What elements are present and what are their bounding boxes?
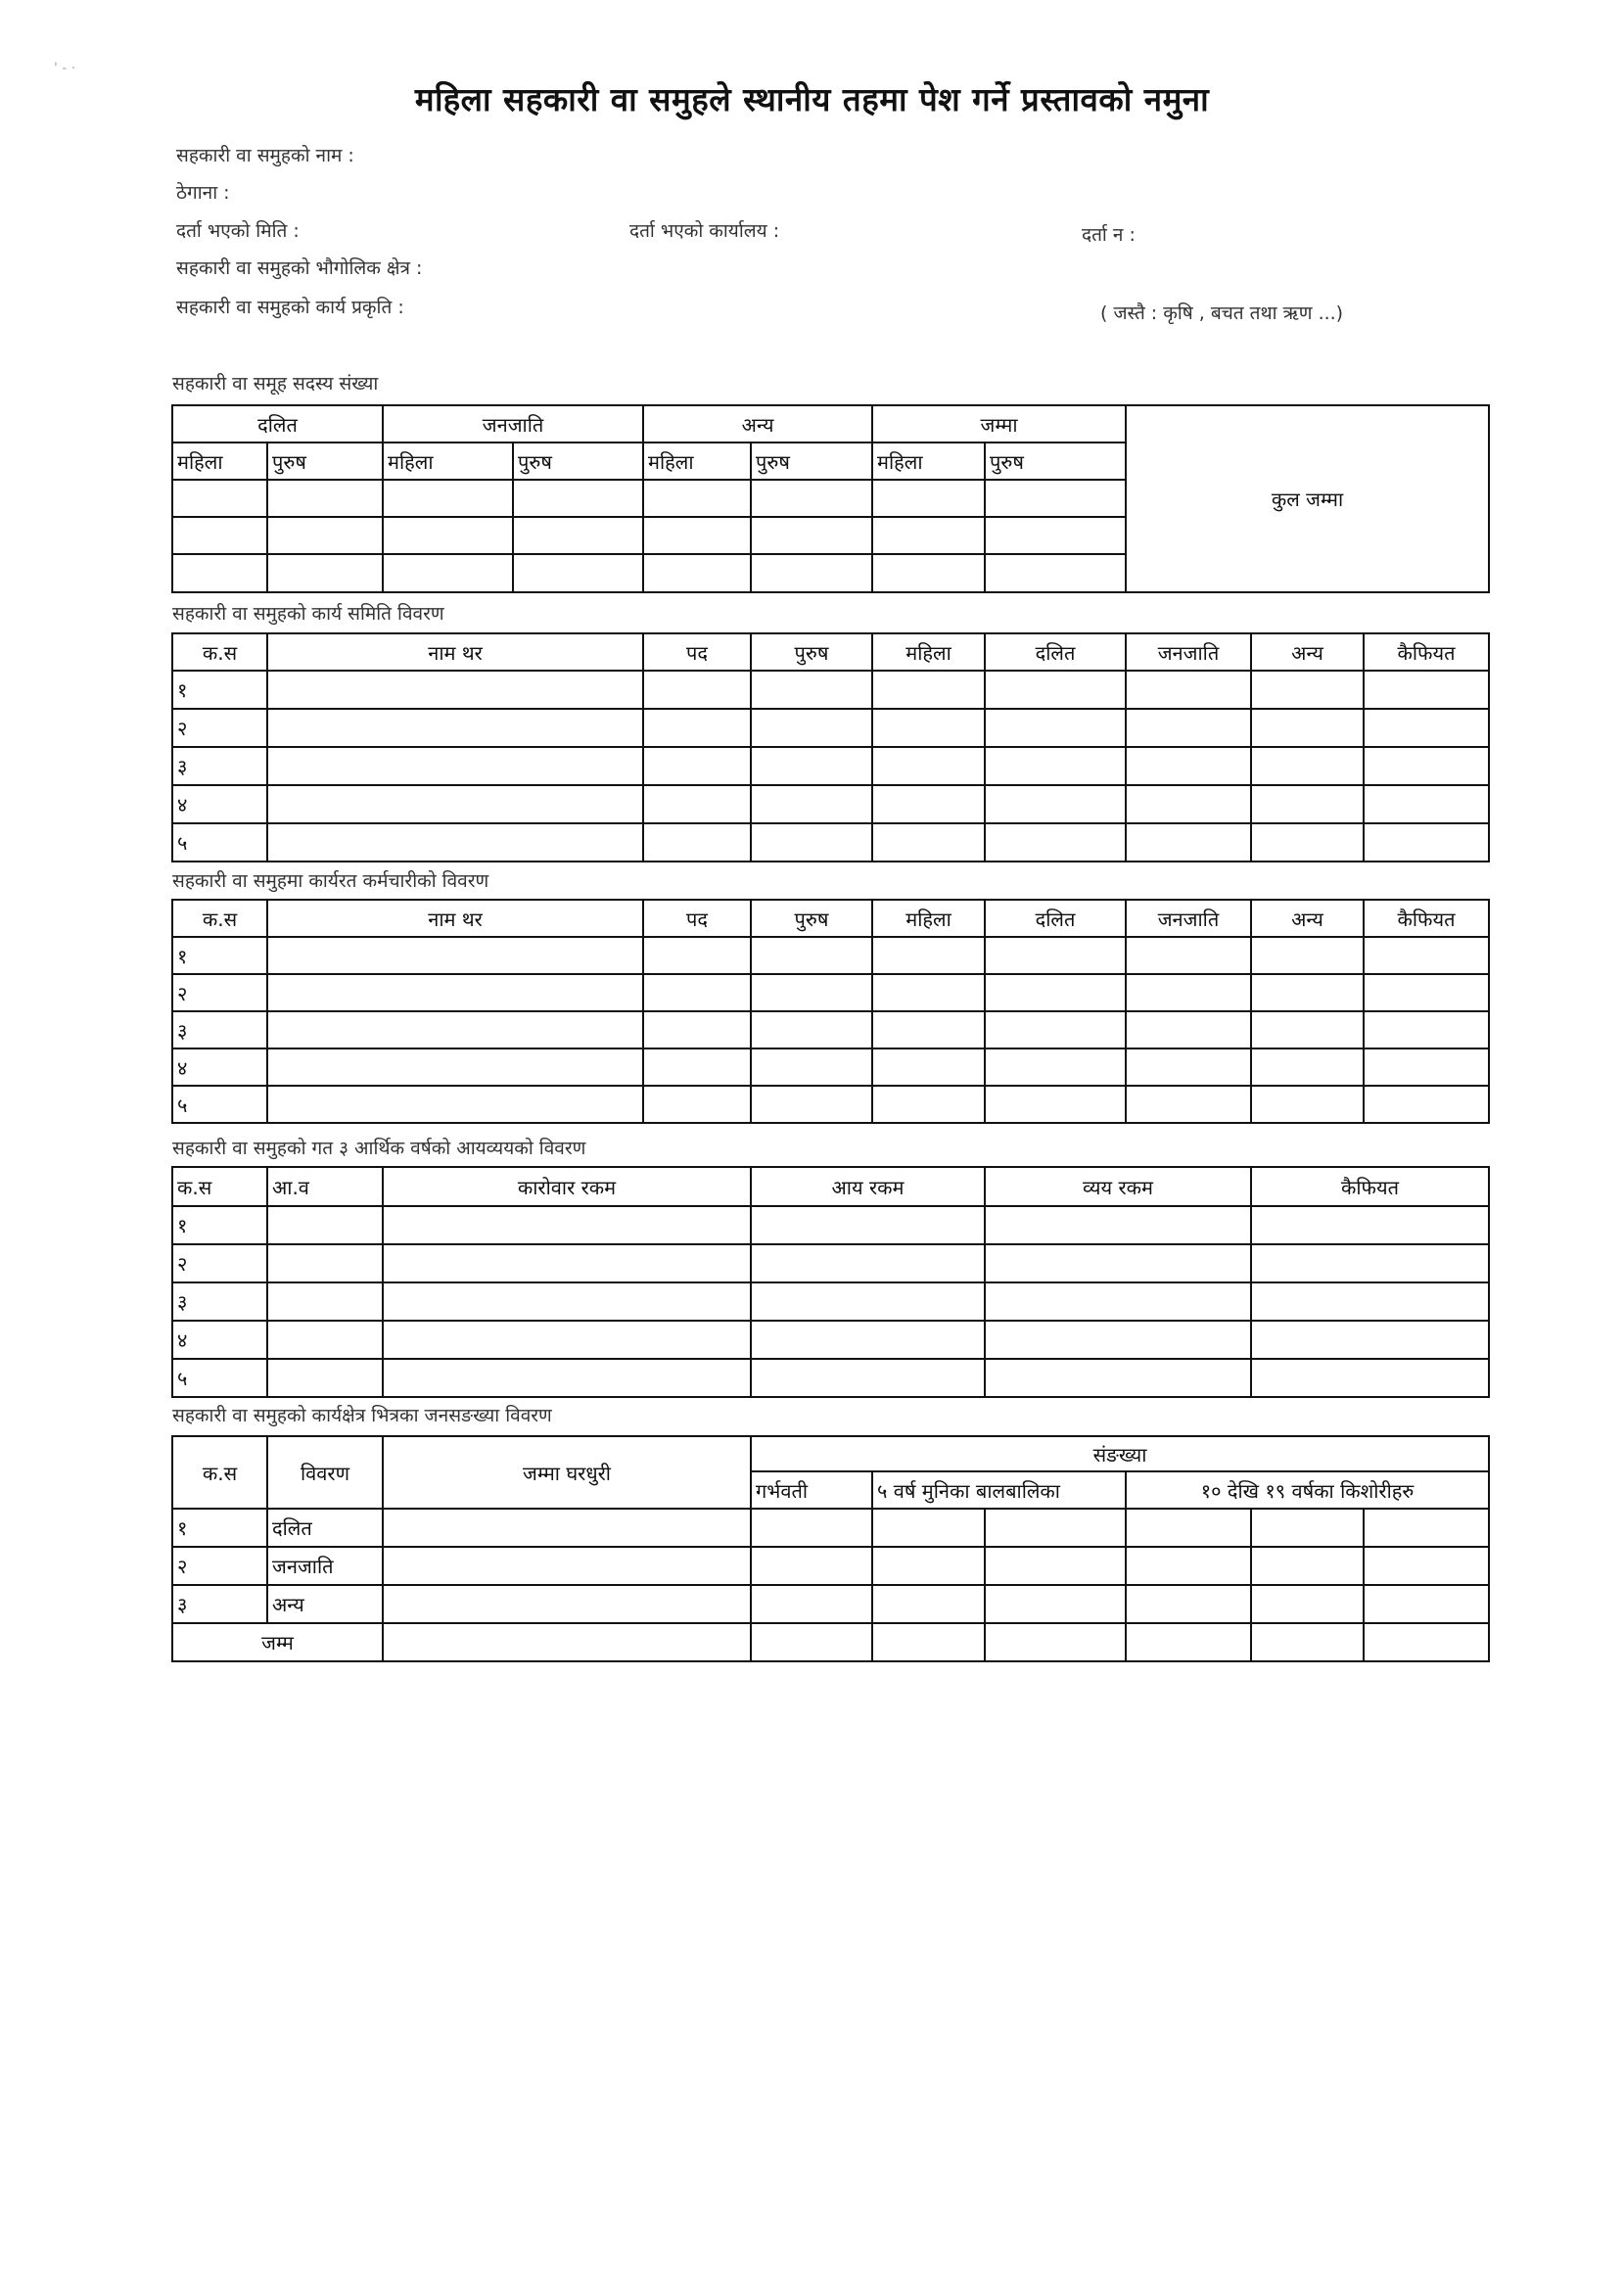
members-female-header: महिला — [872, 443, 985, 480]
members-cell[interactable] — [643, 554, 751, 592]
committee-cell[interactable] — [985, 823, 1126, 862]
finance-cell[interactable] — [1251, 1282, 1489, 1321]
members-cell[interactable] — [643, 517, 751, 554]
population-header-households: जम्मा घरधुरी — [383, 1436, 751, 1509]
staff-cell[interactable] — [985, 974, 1126, 1011]
finance-cell[interactable] — [267, 1321, 383, 1359]
staff-section-label: सहकारी वा समुहमा कार्यरत कर्मचारीको विवरण — [172, 870, 489, 892]
committee-section-label: सहकारी वा समुहको कार्य समिति विवरण — [172, 603, 444, 625]
committee-header-position: पद — [643, 633, 751, 671]
finance-cell[interactable] — [985, 1206, 1251, 1244]
finance-cell[interactable] — [267, 1282, 383, 1321]
staff-cell[interactable] — [872, 1086, 985, 1123]
staff-cell[interactable] — [985, 1011, 1126, 1048]
members-table — [171, 404, 1490, 593]
label-reg-no: दर्ता न : — [1082, 224, 1136, 246]
finance-table — [171, 1166, 1490, 1398]
finance-cell[interactable] — [751, 1282, 985, 1321]
finance-cell[interactable] — [751, 1321, 985, 1359]
population-cell[interactable] — [1126, 1623, 1251, 1661]
staff-cell[interactable] — [1126, 937, 1251, 974]
committee-header-name: नाम थर — [267, 633, 643, 671]
members-male-header: पुरुष — [751, 443, 872, 480]
population-cell[interactable] — [1126, 1547, 1251, 1585]
population-header-under5: ५ वर्ष मुनिका बालबालिका — [872, 1471, 1126, 1509]
members-cell[interactable] — [985, 480, 1126, 517]
staff-cell[interactable] — [1251, 1086, 1364, 1123]
members-male-header: पुरुष — [985, 443, 1126, 480]
committee-cell[interactable] — [872, 709, 985, 747]
staff-cell[interactable] — [872, 1011, 985, 1048]
staff-cell[interactable] — [872, 1048, 985, 1086]
finance-cell[interactable] — [985, 1244, 1251, 1282]
population-header-sn: क.स — [172, 1436, 267, 1509]
staff-row-number: ५ — [172, 1086, 267, 1123]
staff-header-name: नाम थर — [267, 900, 643, 937]
committee-cell[interactable] — [1126, 823, 1251, 862]
committee-header-janajati: जनजाति — [1126, 633, 1251, 671]
population-header-count: संङख्या — [751, 1436, 1489, 1471]
finance-cell[interactable] — [985, 1359, 1251, 1397]
members-cell[interactable] — [751, 517, 872, 554]
members-cell[interactable] — [985, 554, 1126, 592]
staff-cell[interactable] — [751, 1086, 872, 1123]
finance-cell[interactable] — [985, 1321, 1251, 1359]
staff-cell[interactable] — [751, 974, 872, 1011]
committee-cell[interactable] — [985, 709, 1126, 747]
population-row-description: जनजाति — [267, 1547, 383, 1585]
committee-cell[interactable] — [267, 671, 643, 709]
members-cell[interactable] — [872, 480, 985, 517]
members-group-janajati: जनजाति — [383, 405, 643, 443]
finance-header-fiscal-year: आ.व — [267, 1167, 383, 1206]
finance-cell[interactable] — [383, 1244, 751, 1282]
committee-cell[interactable] — [872, 785, 985, 823]
committee-cell[interactable] — [267, 709, 643, 747]
committee-cell[interactable] — [267, 823, 643, 862]
staff-row-number: ४ — [172, 1048, 267, 1086]
staff-row-number: १ — [172, 937, 267, 974]
committee-header-remarks: कैफियत — [1364, 633, 1489, 671]
staff-cell[interactable] — [267, 974, 643, 1011]
members-section-label: सहकारी वा समूह सदस्य संख्या — [172, 373, 379, 395]
population-header-adolescent: १० देखि १९ वर्षका किशोरीहरु — [1126, 1471, 1489, 1509]
members-male-header: पुरुष — [513, 443, 643, 480]
staff-header-remarks: कैफियत — [1364, 900, 1489, 937]
finance-cell[interactable] — [751, 1359, 985, 1397]
label-address: ठेगाना : — [176, 182, 230, 204]
population-cell[interactable] — [751, 1547, 872, 1585]
page-title: महिला सहकारी वा समुहले स्थानीय तहमा पेश गर्ने प्रस्तावको नमुना — [414, 80, 1210, 118]
finance-cell[interactable] — [383, 1282, 751, 1321]
finance-cell[interactable] — [1251, 1321, 1489, 1359]
finance-row-number: ३ — [172, 1282, 267, 1321]
committee-row-number: ४ — [172, 785, 267, 823]
members-cell[interactable] — [513, 554, 643, 592]
staff-header-position: पद — [643, 900, 751, 937]
staff-cell[interactable] — [1364, 1048, 1489, 1086]
committee-cell[interactable] — [872, 747, 985, 785]
population-cell[interactable] — [1364, 1509, 1489, 1547]
members-group-dalit: दलित — [172, 405, 383, 443]
committee-cell[interactable] — [1126, 709, 1251, 747]
members-female-header: महिला — [172, 443, 267, 480]
committee-row-number: ३ — [172, 747, 267, 785]
committee-cell[interactable] — [985, 785, 1126, 823]
staff-cell[interactable] — [1126, 1048, 1251, 1086]
staff-cell[interactable] — [1126, 1086, 1251, 1123]
population-table — [171, 1435, 1490, 1662]
population-row-number: २ — [172, 1547, 267, 1585]
staff-cell[interactable] — [751, 1048, 872, 1086]
staff-cell[interactable] — [1364, 974, 1489, 1011]
committee-cell[interactable] — [751, 747, 872, 785]
finance-header-remarks: कैफियत — [1251, 1167, 1489, 1206]
committee-cell[interactable] — [1126, 785, 1251, 823]
population-cell[interactable] — [1364, 1585, 1489, 1623]
population-cell[interactable] — [985, 1509, 1126, 1547]
staff-cell[interactable] — [985, 1048, 1126, 1086]
population-cell[interactable] — [1364, 1623, 1489, 1661]
committee-cell[interactable] — [267, 785, 643, 823]
finance-cell[interactable] — [1251, 1244, 1489, 1282]
staff-cell[interactable] — [872, 937, 985, 974]
committee-cell[interactable] — [985, 671, 1126, 709]
finance-row-number: ४ — [172, 1321, 267, 1359]
staff-cell[interactable] — [872, 974, 985, 1011]
label-reg-office: दर्ता भएको कार्यालय : — [629, 220, 780, 242]
members-cell[interactable] — [872, 517, 985, 554]
staff-cell[interactable] — [1364, 937, 1489, 974]
staff-header-other: अन्य — [1251, 900, 1364, 937]
scan-mark: ' - · — [54, 61, 76, 76]
committee-header-sn: क.स — [172, 633, 267, 671]
staff-header-janajati: जनजाति — [1126, 900, 1251, 937]
committee-cell[interactable] — [1364, 747, 1489, 785]
population-cell[interactable] — [872, 1623, 985, 1661]
committee-cell[interactable] — [1364, 785, 1489, 823]
staff-row-number: ३ — [172, 1011, 267, 1048]
population-cell[interactable] — [383, 1623, 751, 1661]
members-grand-total: कुल जम्मा — [1126, 405, 1489, 592]
population-cell[interactable] — [1126, 1509, 1251, 1547]
finance-header-sn: क.स — [172, 1167, 267, 1206]
staff-cell[interactable] — [1251, 937, 1364, 974]
committee-header-male: पुरुष — [751, 633, 872, 671]
committee-cell[interactable] — [1251, 785, 1364, 823]
members-cell[interactable] — [751, 480, 872, 517]
members-cell[interactable] — [383, 517, 513, 554]
committee-cell[interactable] — [643, 671, 751, 709]
staff-cell[interactable] — [643, 1048, 751, 1086]
finance-header-income: आय रकम — [751, 1167, 985, 1206]
finance-header-transaction: कारोवार रकम — [383, 1167, 751, 1206]
committee-cell[interactable] — [872, 823, 985, 862]
population-cell[interactable] — [751, 1585, 872, 1623]
staff-cell[interactable] — [643, 937, 751, 974]
population-cell[interactable] — [872, 1585, 985, 1623]
population-row-number: १ — [172, 1509, 267, 1547]
population-cell[interactable] — [383, 1585, 751, 1623]
committee-cell[interactable] — [1251, 747, 1364, 785]
staff-cell[interactable] — [267, 1011, 643, 1048]
staff-cell[interactable] — [267, 937, 643, 974]
finance-cell[interactable] — [383, 1359, 751, 1397]
staff-cell[interactable] — [643, 974, 751, 1011]
population-row-description: अन्य — [267, 1585, 383, 1623]
finance-cell[interactable] — [985, 1282, 1251, 1321]
committee-cell[interactable] — [1251, 709, 1364, 747]
population-cell[interactable] — [985, 1547, 1126, 1585]
members-cell[interactable] — [383, 554, 513, 592]
population-cell[interactable] — [383, 1509, 751, 1547]
members-cell[interactable] — [267, 480, 383, 517]
committee-header-female: महिला — [872, 633, 985, 671]
members-group-total: जम्मा — [872, 405, 1126, 443]
staff-row-number: २ — [172, 974, 267, 1011]
committee-cell[interactable] — [751, 709, 872, 747]
committee-cell[interactable] — [1251, 671, 1364, 709]
members-cell[interactable] — [172, 517, 267, 554]
finance-row-number: २ — [172, 1244, 267, 1282]
committee-cell[interactable] — [267, 747, 643, 785]
label-work-nature: सहकारी वा समुहको कार्य प्रकृति : — [176, 297, 404, 318]
committee-cell[interactable] — [751, 785, 872, 823]
population-cell[interactable] — [1251, 1585, 1364, 1623]
members-cell[interactable] — [172, 480, 267, 517]
staff-cell[interactable] — [267, 1086, 643, 1123]
staff-cell[interactable] — [1251, 1048, 1364, 1086]
population-cell[interactable] — [1126, 1585, 1251, 1623]
staff-cell[interactable] — [1126, 1011, 1251, 1048]
staff-header-sn: क.स — [172, 900, 267, 937]
staff-cell[interactable] — [643, 1011, 751, 1048]
population-cell[interactable] — [1251, 1547, 1364, 1585]
finance-row-number: १ — [172, 1206, 267, 1244]
label-org-name: सहकारी वा समुहको नाम : — [176, 145, 354, 166]
staff-cell[interactable] — [1364, 1086, 1489, 1123]
staff-header-dalit: दलित — [985, 900, 1126, 937]
committee-cell[interactable] — [1364, 671, 1489, 709]
finance-cell[interactable] — [383, 1206, 751, 1244]
staff-table — [171, 899, 1490, 1124]
finance-cell[interactable] — [751, 1244, 985, 1282]
members-cell[interactable] — [267, 554, 383, 592]
committee-cell[interactable] — [643, 747, 751, 785]
members-cell[interactable] — [513, 517, 643, 554]
committee-cell[interactable] — [1126, 671, 1251, 709]
population-cell[interactable] — [751, 1509, 872, 1547]
committee-table — [171, 632, 1490, 862]
committee-cell[interactable] — [1126, 747, 1251, 785]
population-cell[interactable] — [1364, 1547, 1489, 1585]
members-cell[interactable] — [513, 480, 643, 517]
members-cell[interactable] — [267, 517, 383, 554]
committee-cell[interactable] — [985, 747, 1126, 785]
committee-cell[interactable] — [751, 671, 872, 709]
committee-cell[interactable] — [1364, 709, 1489, 747]
committee-cell[interactable] — [872, 671, 985, 709]
finance-cell[interactable] — [267, 1244, 383, 1282]
committee-row-number: ५ — [172, 823, 267, 862]
finance-cell[interactable] — [751, 1206, 985, 1244]
members-female-header: महिला — [383, 443, 513, 480]
members-cell[interactable] — [172, 554, 267, 592]
staff-cell[interactable] — [643, 1086, 751, 1123]
committee-cell[interactable] — [1364, 823, 1489, 862]
staff-cell[interactable] — [1126, 974, 1251, 1011]
members-cell[interactable] — [383, 480, 513, 517]
finance-cell[interactable] — [267, 1359, 383, 1397]
members-cell[interactable] — [643, 480, 751, 517]
finance-cell[interactable] — [1251, 1359, 1489, 1397]
committee-header-other: अन्य — [1251, 633, 1364, 671]
staff-cell[interactable] — [1251, 974, 1364, 1011]
committee-cell[interactable] — [643, 823, 751, 862]
members-group-other: अन्य — [643, 405, 872, 443]
staff-cell[interactable] — [267, 1048, 643, 1086]
members-male-header: पुरुष — [267, 443, 383, 480]
finance-cell[interactable] — [383, 1321, 751, 1359]
committee-row-number: २ — [172, 709, 267, 747]
population-cell[interactable] — [383, 1547, 751, 1585]
population-total-label: जम्म — [172, 1623, 383, 1661]
population-section-label: सहकारी वा समुहको कार्यक्षेत्र भित्रका जनसङख्या विवरण — [172, 1405, 552, 1426]
population-row-number: ३ — [172, 1585, 267, 1623]
finance-header-expense: व्यय रकम — [985, 1167, 1251, 1206]
members-cell[interactable] — [985, 517, 1126, 554]
finance-cell[interactable] — [1251, 1206, 1489, 1244]
members-cell[interactable] — [872, 554, 985, 592]
population-header-description: विवरण — [267, 1436, 383, 1509]
committee-header-dalit: दलित — [985, 633, 1126, 671]
population-cell[interactable] — [872, 1547, 985, 1585]
staff-cell[interactable] — [1251, 1011, 1364, 1048]
population-cell[interactable] — [751, 1623, 872, 1661]
staff-header-male: पुरुष — [751, 900, 872, 937]
staff-cell[interactable] — [985, 1086, 1126, 1123]
finance-section-label: सहकारी वा समुहको गत ३ आर्थिक वर्षको आयव्ययको विवरण — [172, 1138, 586, 1159]
staff-cell[interactable] — [751, 1011, 872, 1048]
label-reg-date: दर्ता भएको मिति : — [176, 220, 300, 242]
finance-cell[interactable] — [267, 1206, 383, 1244]
population-cell[interactable] — [1251, 1509, 1364, 1547]
staff-cell[interactable] — [985, 937, 1126, 974]
members-cell[interactable] — [751, 554, 872, 592]
members-female-header: महिला — [643, 443, 751, 480]
committee-row-number: १ — [172, 671, 267, 709]
population-row-description: दलित — [267, 1509, 383, 1547]
finance-row-number: ५ — [172, 1359, 267, 1397]
population-header-pregnant: गर्भवती — [751, 1471, 872, 1509]
population-cell[interactable] — [985, 1585, 1126, 1623]
committee-cell[interactable] — [751, 823, 872, 862]
committee-cell[interactable] — [643, 709, 751, 747]
label-geo-area: सहकारी वा समुहको भौगोलिक क्षेत्र : — [176, 257, 423, 279]
population-cell[interactable] — [872, 1509, 985, 1547]
label-work-example: ( जस्तै : कृषि , बचत तथा ऋण ...) — [1100, 303, 1344, 324]
staff-header-female: महिला — [872, 900, 985, 937]
committee-cell[interactable] — [643, 785, 751, 823]
population-cell[interactable] — [1251, 1623, 1364, 1661]
population-cell[interactable] — [985, 1623, 1126, 1661]
staff-cell[interactable] — [1364, 1011, 1489, 1048]
committee-cell[interactable] — [1251, 823, 1364, 862]
staff-cell[interactable] — [751, 937, 872, 974]
